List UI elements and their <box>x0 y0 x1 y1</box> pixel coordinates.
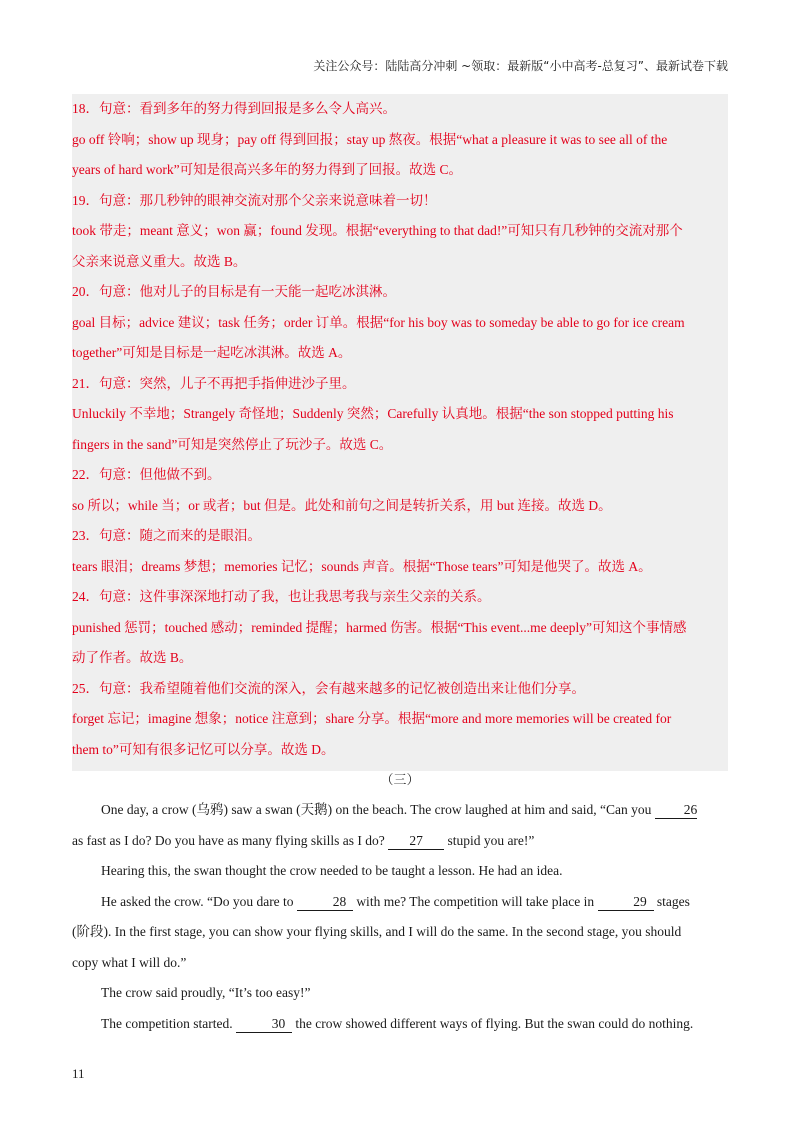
passage-text: as fast as I do? Do you have as many flying skills as I do? <box>72 832 389 848</box>
answer-line: forget 忘记；imagine 想象；notice 注意到；share 分享。根据“more and more memories will be created for <box>72 711 672 726</box>
answer-line: them to”可知有很多记忆可以分享。故选 D。 <box>72 741 335 757</box>
answer-line: 18．句意：看到多年的努力得到回报是多么令人高兴。 <box>72 101 396 116</box>
answer-explanations <box>72 94 728 771</box>
answer-line: fingers in the sand”可知是突然停止了玩沙子。故选 C。 <box>72 436 393 452</box>
answer-line: so 所以；while 当；or 或者；but 但是。此处和前句之间是转折关系，用 but 连接。故选 D。 <box>72 497 612 513</box>
answer-line: years of hard work”可知是很高兴多年的努力得到了回报。故选 C。 <box>72 162 462 177</box>
passage-text: the crow showed different ways of flying. But the swan could do nothing. <box>291 1015 694 1031</box>
answer-line: 21．句意：突然，儿子不再把手指伸进沙子里。 <box>72 375 356 391</box>
passage-text: One day, a crow (乌鸦) saw a swan (天鹅) on the beach. The crow laughed at him and said, “Can you <box>101 802 655 817</box>
answer-line: go off 铃响；show up 现身；pay off 得到回报；stay up 熬夜。根据“what a pleasure it was to see all of the <box>72 131 668 147</box>
answer-line: 23．句意：随之而来的是眼泪。 <box>72 528 261 543</box>
answer-line: together”可知是目标是一起吃冰淇淋。故选 A。 <box>72 345 352 360</box>
passage-line: (阶段). In the first stage, you can show your flying skills, and I will do the same. In the second stage, you should <box>72 924 682 939</box>
passage-line <box>72 1009 728 1040</box>
answer-line: punished 惩罚；touched 感动；reminded 提醒；harmed 伤害。根据“This event...me deeply”可知这个事情感 <box>72 619 687 635</box>
answer-line: 动了作者。故选 B。 <box>72 650 193 665</box>
passage-line <box>72 826 728 857</box>
answer-line: 20．句意：他对儿子的目标是有一天能一起吃冰淇淋。 <box>72 284 396 299</box>
answer-line: 24．句意：这件事深深地打动了我，也让我思考我与亲生父亲的关系。 <box>72 589 491 604</box>
passage-line: Hearing this, the swan thought the crow needed to be taught a lesson. He had an idea. <box>101 863 563 878</box>
passage-line: The crow said proudly, “It’s too easy!” <box>101 985 311 1000</box>
answer-line: 父亲来说意义重大。故选 B。 <box>72 253 247 269</box>
blank-30: 30 <box>236 1015 292 1033</box>
answer-line: Unluckily 不幸地；Strangely 奇怪地；Suddenly 突然；Carefully 认真地。根据“the son stopped putting his <box>72 406 674 421</box>
passage-line: copy what I will do.” <box>72 954 187 970</box>
passage-text: with me? The competition will take place in <box>352 893 598 909</box>
blank-27: 27 <box>388 832 444 850</box>
answer-line: 19．句意：那几秒钟的眼神交流对那个父亲来说意味着一切！ <box>72 192 437 208</box>
blank-26: 26 <box>655 801 697 819</box>
passage-text: stupid you are!” <box>444 832 535 848</box>
answer-line: 22．句意：但他做不到。 <box>72 467 221 482</box>
section-title: （三） <box>380 772 420 787</box>
passage-line <box>72 795 728 826</box>
page-number: 11 <box>72 1066 85 1081</box>
blank-28: 28 <box>297 893 353 911</box>
answer-line: took 带走；meant 意义；won 赢；found 发现。根据“everything to that dad!”可知只有几秒钟的交流对那个 <box>72 223 683 238</box>
blank-29: 29 <box>598 893 654 911</box>
passage-text: He asked the crow. “Do you dare to <box>101 893 297 909</box>
passage-line <box>72 887 728 918</box>
answer-line: goal 目标；advice 建议；task 任务；order 订单。根据“for his boy was to someday be able to go for ice cream <box>72 314 685 330</box>
passage-text: The competition started. <box>101 1015 236 1031</box>
page-header: 关注公众号：陆陆高分冲刺 ~领取：最新版“小中高考-总复习”、最新试卷下载 <box>313 59 728 73</box>
answer-line: tears 眼泪；dreams 梦想；memories 记忆；sounds 声音。根据“Those tears”可知是他哭了。故选 A。 <box>72 558 652 574</box>
answer-line: 25．句意：我希望随着他们交流的深入，会有越来越多的记忆被创造出来让他们分享。 <box>72 680 585 696</box>
reading-passage <box>72 795 728 1039</box>
passage-text: stages <box>653 893 690 909</box>
